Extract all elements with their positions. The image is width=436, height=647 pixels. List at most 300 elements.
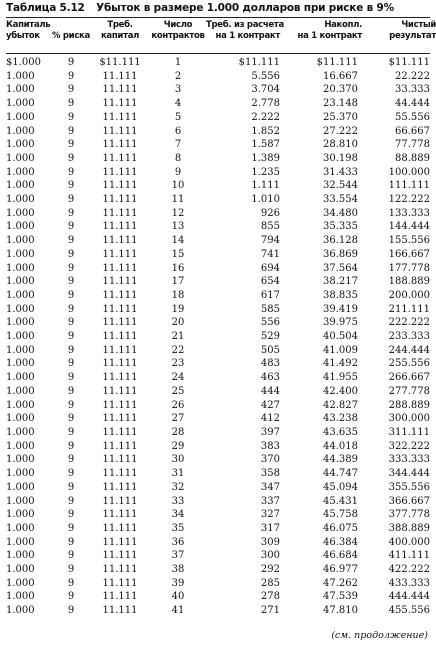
cell-risk-percent: 9: [67, 289, 75, 301]
cell-required-per-contract: 1.389: [251, 152, 280, 164]
cell-required-per-contract: 3.704: [251, 84, 280, 96]
cell-net-result: 77.778: [395, 139, 430, 151]
cell-accumulated-per-contract: 27.222: [323, 125, 358, 137]
cell-required-capital: 11.111: [102, 454, 138, 466]
cell-net-result: 244.444: [388, 344, 430, 356]
cell-accumulated-per-contract: 39.419: [323, 303, 358, 315]
cell-accumulated-per-contract: 23.148: [323, 98, 358, 110]
table-row: [6, 111, 430, 125]
cell-accumulated-per-contract: 46.075: [323, 522, 358, 534]
table-number: Таблица 5.12: [6, 2, 85, 14]
cell-net-result: 122.222: [388, 194, 430, 206]
cell-required-capital: 11.111: [102, 413, 138, 425]
cell-accumulated-per-contract: 46.684: [323, 550, 358, 562]
cell-required-capital: 11.111: [102, 111, 138, 123]
cell-accumulated-per-contract: 36.128: [323, 235, 358, 247]
cell-contracts: 38: [171, 564, 185, 576]
header-col7-line1: Чистый: [401, 20, 436, 30]
cell-contracts: 17: [171, 276, 185, 288]
cell-risk-percent: 9: [67, 358, 75, 370]
table-row: [6, 481, 430, 495]
cell-required-per-contract: 370: [260, 454, 280, 466]
cell-required-per-contract: 397: [260, 426, 280, 438]
header-col4-line2: контрактов: [151, 31, 205, 41]
cell-required-per-contract: 427: [260, 399, 280, 411]
cell-contracts: 24: [171, 372, 185, 384]
cell-net-result: 311.111: [388, 426, 430, 438]
table-row: [6, 549, 430, 563]
cell-risk-percent: 9: [67, 605, 75, 617]
cell-contracts: 41: [171, 605, 185, 617]
cell-required-capital: 11.111: [102, 468, 138, 480]
cell-net-result: 200.000: [388, 289, 430, 301]
cell-required-per-contract: 483: [260, 358, 280, 370]
cell-required-per-contract: 292: [260, 564, 280, 576]
table-row: [6, 590, 430, 604]
cell-net-result: 222.222: [388, 317, 430, 329]
cell-required-capital: 11.111: [102, 276, 138, 288]
cell-capital-loss: 1.000: [6, 70, 35, 82]
cell-accumulated-per-contract: $11.111: [316, 57, 358, 68]
cell-required-per-contract: 271: [260, 605, 280, 617]
table-caption: [6, 2, 430, 14]
cell-required-capital: 11.111: [102, 399, 138, 411]
cell-required-capital: 11.111: [102, 139, 138, 151]
cell-accumulated-per-contract: 30.198: [323, 152, 358, 164]
cell-accumulated-per-contract: 44.018: [323, 440, 358, 452]
cell-capital-loss: 1.000: [6, 276, 35, 288]
cell-net-result: 144.444: [388, 221, 430, 233]
cell-capital-loss: 1.000: [6, 536, 35, 548]
cell-required-capital: 11.111: [102, 303, 138, 315]
cell-contracts: 6: [174, 125, 182, 137]
cell-required-capital: 11.111: [102, 221, 138, 233]
cell-capital-loss: 1.000: [6, 221, 35, 233]
cell-contracts: 1: [174, 57, 182, 68]
cell-accumulated-per-contract: 41.009: [323, 344, 358, 356]
table-row: [6, 125, 430, 139]
cell-capital-loss: 1.000: [6, 372, 35, 384]
header-col3-line1: Треб.: [107, 20, 133, 30]
table-row: [6, 577, 430, 591]
cell-capital-loss: 1.000: [6, 385, 35, 397]
cell-required-capital: 11.111: [102, 577, 138, 589]
header-col5-line1: Треб. из расчета: [206, 20, 284, 30]
cell-required-per-contract: 463: [260, 372, 280, 384]
cell-risk-percent: 9: [67, 207, 75, 219]
header-col5-line2: на 1 контракт: [215, 31, 280, 41]
cell-capital-loss: 1.000: [6, 509, 35, 521]
cell-risk-percent: 9: [67, 509, 75, 521]
cell-required-per-contract: 327: [260, 509, 280, 521]
table-row: [6, 316, 430, 330]
cell-risk-percent: 9: [67, 111, 75, 123]
cell-accumulated-per-contract: 43.635: [323, 426, 358, 438]
cell-contracts: 10: [171, 180, 185, 192]
cell-required-per-contract: 654: [260, 276, 280, 288]
cell-capital-loss: 1.000: [6, 180, 35, 192]
header-col4-line1: Число: [163, 20, 193, 30]
cell-required-per-contract: 1.010: [251, 194, 280, 206]
cell-risk-percent: 9: [67, 221, 75, 233]
cell-required-per-contract: 285: [260, 577, 280, 589]
cell-contracts: 8: [174, 152, 182, 164]
cell-risk-percent: 9: [67, 385, 75, 397]
cell-net-result: 22.222: [395, 70, 430, 82]
cell-contracts: 7: [174, 139, 182, 151]
table-row: [6, 412, 430, 426]
cell-required-per-contract: 5.556: [251, 70, 280, 82]
cell-accumulated-per-contract: 38.217: [323, 276, 358, 288]
cell-capital-loss: 1.000: [6, 577, 35, 589]
cell-contracts: 20: [171, 317, 185, 329]
cell-risk-percent: 9: [67, 440, 75, 452]
table-row: [6, 563, 430, 577]
cell-accumulated-per-contract: 47.262: [323, 577, 358, 589]
top-rule: [6, 17, 430, 18]
table-row: [6, 426, 430, 440]
cell-net-result: 100.000: [388, 166, 430, 178]
cell-required-capital: 11.111: [102, 180, 138, 192]
table-row: [6, 385, 430, 399]
table-row: [6, 248, 430, 262]
cell-required-capital: 11.111: [102, 98, 138, 110]
cell-net-result: 266.667: [388, 372, 430, 384]
cell-net-result: 300.000: [388, 413, 430, 425]
header-col3-line2: капитал: [100, 31, 140, 41]
cell-capital-loss: 1.000: [6, 235, 35, 247]
cell-contracts: 18: [171, 289, 185, 301]
cell-required-capital: 11.111: [102, 550, 138, 562]
table-row: [6, 138, 430, 152]
cell-net-result: 333.333: [388, 454, 430, 466]
cell-required-capital: 11.111: [102, 194, 138, 206]
header-col6-line1: Накопл.: [324, 20, 362, 30]
cell-required-per-contract: 505: [260, 344, 280, 356]
cell-risk-percent: 9: [67, 262, 75, 274]
cell-net-result: 455.556: [388, 605, 430, 617]
cell-accumulated-per-contract: 36.869: [323, 248, 358, 260]
cell-required-per-contract: 412: [260, 413, 280, 425]
table-title: Убыток в размере 1.000 долларов при риске в 9%: [96, 2, 394, 14]
table-row: [6, 207, 430, 221]
cell-contracts: 11: [171, 194, 185, 206]
cell-net-result: 111.111: [388, 180, 430, 192]
cell-required-per-contract: 1.587: [251, 139, 280, 151]
header-row-2: [6, 31, 436, 42]
cell-required-capital: 11.111: [102, 344, 138, 356]
cell-required-per-contract: 347: [260, 481, 280, 493]
cell-net-result: 88.889: [395, 152, 430, 164]
cell-net-result: 188.889: [388, 276, 430, 288]
cell-required-capital: 11.111: [102, 70, 138, 82]
cell-contracts: 27: [171, 413, 185, 425]
data-table: [6, 56, 430, 618]
table-row: [6, 371, 430, 385]
cell-risk-percent: 9: [67, 166, 75, 178]
cell-required-capital: 11.111: [102, 358, 138, 370]
cell-required-capital: 11.111: [102, 495, 138, 507]
cell-net-result: 211.111: [388, 303, 430, 315]
cell-required-capital: 11.111: [102, 591, 138, 603]
cell-contracts: 37: [171, 550, 185, 562]
cell-net-result: 422.222: [388, 564, 430, 576]
header-row-1: [6, 20, 436, 31]
table-row: [6, 70, 430, 84]
cell-required-capital: 11.111: [102, 605, 138, 617]
cell-capital-loss: 1.000: [6, 481, 35, 493]
cell-contracts: 3: [174, 84, 182, 96]
cell-required-capital: 11.111: [102, 564, 138, 576]
cell-accumulated-per-contract: 37.564: [323, 262, 358, 274]
cell-accumulated-per-contract: 39.975: [323, 317, 358, 329]
table-row: [6, 440, 430, 454]
table-row: [6, 193, 430, 207]
table-row: [6, 536, 430, 550]
cell-required-per-contract: 926: [260, 207, 280, 219]
cell-contracts: 25: [171, 385, 185, 397]
continued-note: (см. продолжение): [331, 630, 428, 641]
table-row: [6, 166, 430, 180]
cell-required-capital: 11.111: [102, 235, 138, 247]
cell-risk-percent: 9: [67, 139, 75, 151]
cell-contracts: 14: [171, 235, 185, 247]
cell-contracts: 34: [171, 509, 185, 521]
cell-accumulated-per-contract: 41.955: [323, 372, 358, 384]
header-col2-line1: [52, 20, 90, 31]
cell-risk-percent: 9: [67, 564, 75, 576]
header-col7-line2: результат: [389, 31, 436, 41]
cell-risk-percent: 9: [67, 125, 75, 137]
cell-risk-percent: 9: [67, 70, 75, 82]
cell-risk-percent: 9: [67, 248, 75, 260]
table-row: [6, 604, 430, 618]
cell-risk-percent: 9: [67, 98, 75, 110]
cell-required-capital: 11.111: [102, 317, 138, 329]
cell-required-per-contract: 358: [260, 468, 280, 480]
cell-accumulated-per-contract: 45.094: [323, 481, 358, 493]
cell-net-result: 433.333: [388, 577, 430, 589]
table-row: [6, 344, 430, 358]
cell-risk-percent: 9: [67, 550, 75, 562]
cell-net-result: 277.778: [388, 385, 430, 397]
cell-required-per-contract: 2.778: [251, 98, 280, 110]
cell-capital-loss: 1.000: [6, 605, 35, 617]
cell-risk-percent: 9: [67, 152, 75, 164]
cell-contracts: 36: [171, 536, 185, 548]
cell-net-result: 66.667: [395, 125, 430, 137]
cell-contracts: 4: [174, 98, 182, 110]
cell-capital-loss: 1.000: [6, 426, 35, 438]
cell-net-result: 288.889: [388, 399, 430, 411]
cell-risk-percent: 9: [67, 426, 75, 438]
cell-required-capital: 11.111: [102, 248, 138, 260]
table-row: [6, 303, 430, 317]
cell-capital-loss: 1.000: [6, 98, 35, 110]
cell-risk-percent: 9: [67, 84, 75, 96]
cell-required-per-contract: 1.235: [251, 166, 280, 178]
cell-accumulated-per-contract: 47.810: [323, 605, 358, 617]
table-row: [6, 467, 430, 481]
cell-net-result: 44.444: [395, 98, 430, 110]
table-row: [6, 83, 430, 97]
cell-capital-loss: 1.000: [6, 303, 35, 315]
cell-capital-loss: 1.000: [6, 399, 35, 411]
cell-required-per-contract: 337: [260, 495, 280, 507]
cell-net-result: 166.667: [388, 248, 430, 260]
cell-capital-loss: 1.000: [6, 564, 35, 576]
cell-contracts: 15: [171, 248, 185, 260]
cell-capital-loss: 1.000: [6, 166, 35, 178]
cell-accumulated-per-contract: 45.758: [323, 509, 358, 521]
cell-contracts: 30: [171, 454, 185, 466]
cell-net-result: 33.333: [395, 84, 430, 96]
cell-risk-percent: 9: [67, 235, 75, 247]
cell-required-per-contract: 585: [260, 303, 280, 315]
cell-contracts: 39: [171, 577, 185, 589]
cell-required-per-contract: 617: [260, 289, 280, 301]
cell-contracts: 9: [174, 166, 182, 178]
cell-accumulated-per-contract: 44.747: [323, 468, 358, 480]
cell-accumulated-per-contract: 35.335: [323, 221, 358, 233]
cell-risk-percent: 9: [67, 331, 75, 343]
cell-capital-loss: 1.000: [6, 84, 35, 96]
cell-net-result: 444.444: [388, 591, 430, 603]
cell-required-capital: 11.111: [102, 372, 138, 384]
header-col1-line1: Капиталь: [6, 20, 51, 30]
header-col1-line2: убыток: [6, 31, 40, 41]
cell-required-capital: 11.111: [102, 207, 138, 219]
cell-net-result: 155.556: [388, 235, 430, 247]
cell-capital-loss: 1.000: [6, 358, 35, 370]
table-row: [6, 220, 430, 234]
cell-accumulated-per-contract: 41.492: [323, 358, 358, 370]
cell-contracts: 12: [171, 207, 185, 219]
cell-required-per-contract: 529: [260, 331, 280, 343]
cell-required-per-contract: 317: [260, 522, 280, 534]
cell-contracts: 23: [171, 358, 185, 370]
cell-capital-loss: 1.000: [6, 413, 35, 425]
cell-required-per-contract: 1.852: [251, 125, 280, 137]
cell-net-result: 400.000: [388, 536, 430, 548]
cell-net-result: 388.889: [388, 522, 430, 534]
cell-capital-loss: 1.000: [6, 152, 35, 164]
cell-contracts: 2: [174, 70, 182, 82]
cell-required-per-contract: 2.222: [251, 111, 280, 123]
cell-net-result: 377.778: [388, 509, 430, 521]
cell-risk-percent: 9: [67, 536, 75, 548]
cell-contracts: 32: [171, 481, 185, 493]
table-row: [6, 262, 430, 276]
cell-contracts: 19: [171, 303, 185, 315]
cell-contracts: 33: [171, 495, 185, 507]
cell-required-capital: $11.111: [99, 57, 141, 68]
cell-accumulated-per-contract: 45.431: [323, 495, 358, 507]
cell-required-per-contract: 383: [260, 440, 280, 452]
cell-accumulated-per-contract: 38.835: [323, 289, 358, 301]
cell-risk-percent: 9: [67, 180, 75, 192]
cell-required-per-contract: 741: [260, 248, 280, 260]
table-row: [6, 522, 430, 536]
cell-accumulated-per-contract: 42.400: [323, 385, 358, 397]
cell-risk-percent: 9: [67, 495, 75, 507]
cell-risk-percent: 9: [67, 468, 75, 480]
cell-accumulated-per-contract: 46.384: [323, 536, 358, 548]
table-row: [6, 179, 430, 193]
cell-accumulated-per-contract: 40.504: [323, 331, 358, 343]
table-row: [6, 508, 430, 522]
cell-required-per-contract: 278: [260, 591, 280, 603]
cell-required-capital: 11.111: [102, 262, 138, 274]
cell-capital-loss: 1.000: [6, 248, 35, 260]
table-row: [6, 97, 430, 111]
cell-contracts: 26: [171, 399, 185, 411]
cell-capital-loss: 1.000: [6, 207, 35, 219]
cell-contracts: 28: [171, 426, 185, 438]
cell-required-capital: 11.111: [102, 481, 138, 493]
cell-net-result: 355.556: [388, 481, 430, 493]
cell-capital-loss: 1.000: [6, 111, 35, 123]
cell-accumulated-per-contract: 43.238: [323, 413, 358, 425]
table-row: [6, 357, 430, 371]
cell-required-per-contract: 309: [260, 536, 280, 548]
cell-contracts: 31: [171, 468, 185, 480]
cell-capital-loss: 1.000: [6, 550, 35, 562]
cell-required-capital: 11.111: [102, 426, 138, 438]
cell-net-result: 411.111: [388, 550, 430, 562]
cell-accumulated-per-contract: 47.539: [323, 591, 358, 603]
cell-required-capital: 11.111: [102, 166, 138, 178]
header-col6-line2: на 1 контракт: [297, 31, 362, 41]
cell-contracts: 16: [171, 262, 185, 274]
cell-capital-loss: 1.000: [6, 522, 35, 534]
cell-accumulated-per-contract: 46.977: [323, 564, 358, 576]
cell-accumulated-per-contract: 16.667: [323, 70, 358, 82]
cell-risk-percent: 9: [67, 303, 75, 315]
cell-net-result: 255.556: [388, 358, 430, 370]
table-row: [6, 453, 430, 467]
data-table-body: [6, 56, 430, 618]
cell-net-result: 55.556: [395, 111, 430, 123]
cell-required-capital: 11.111: [102, 84, 138, 96]
cell-risk-percent: 9: [67, 522, 75, 534]
cell-contracts: 5: [174, 111, 182, 123]
table-row: [6, 495, 430, 509]
cell-required-capital: 11.111: [102, 152, 138, 164]
cell-risk-percent: 9: [67, 317, 75, 329]
cell-risk-percent: 9: [67, 577, 75, 589]
cell-accumulated-per-contract: 28.810: [323, 139, 358, 151]
cell-required-capital: 11.111: [102, 522, 138, 534]
cell-risk-percent: 9: [67, 454, 75, 466]
cell-required-capital: 11.111: [102, 289, 138, 301]
cell-capital-loss: 1.000: [6, 289, 35, 301]
cell-capital-loss: 1.000: [6, 591, 35, 603]
cell-accumulated-per-contract: 42.827: [323, 399, 358, 411]
cell-contracts: 35: [171, 522, 185, 534]
cell-capital-loss: 1.000: [6, 317, 35, 329]
cell-capital-loss: 1.000: [6, 468, 35, 480]
cell-capital-loss: 1.000: [6, 495, 35, 507]
cell-net-result: 233.333: [388, 331, 430, 343]
cell-capital-loss: 1.000: [6, 125, 35, 137]
cell-risk-percent: 9: [67, 413, 75, 425]
cell-net-result: 133.333: [388, 207, 430, 219]
cell-capital-loss: 1.000: [6, 454, 35, 466]
cell-net-result: $11.111: [388, 57, 430, 68]
cell-accumulated-per-contract: 34.480: [323, 207, 358, 219]
cell-required-per-contract: 300: [260, 550, 280, 562]
